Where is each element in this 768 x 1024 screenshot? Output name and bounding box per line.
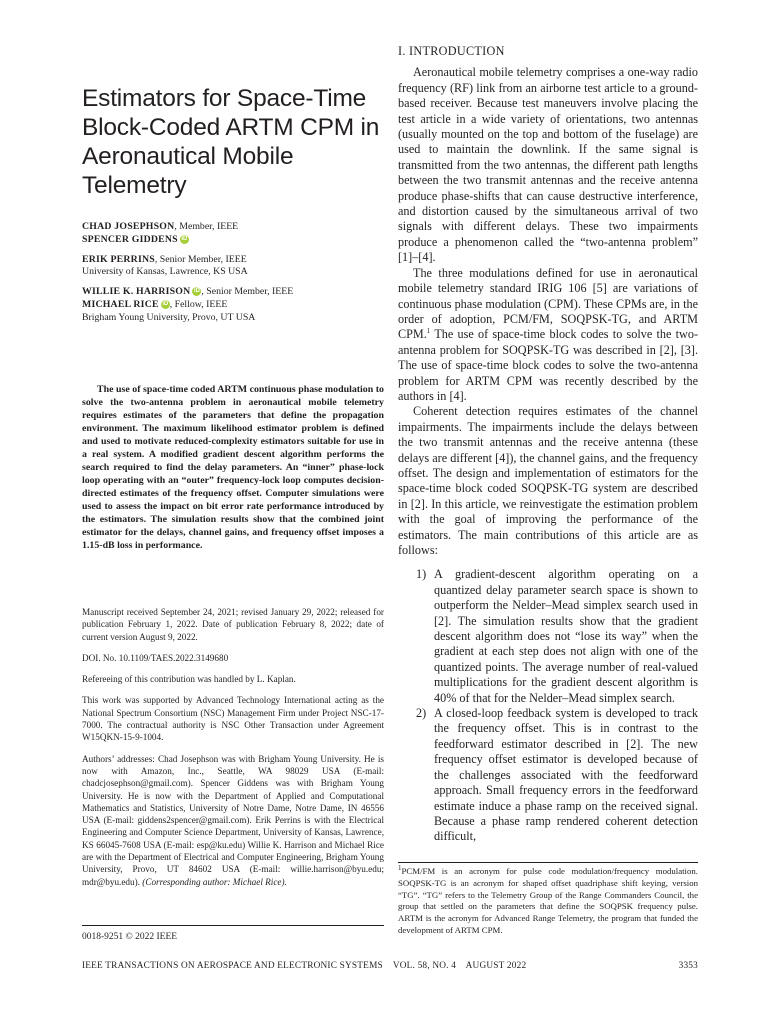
author-group-3 <box>82 286 384 324</box>
contribution-list <box>398 567 698 844</box>
manuscript-note: Manuscript received September 24, 2021; revised January 29, 2022; released for publication February 1, 2022. Date of publication February 8, 2022; date of current version August 9, 2022. <box>82 607 384 642</box>
list-item: 2) A closed-loop feedback system is developed to track the frequency offset. This is in contrast to the feedforward estimator described in [2]. The new frequency offset estimator is developed because of the challenges associated with the feedforward approach. Small frequency errors in the feedforward estimate induce a phase ramp on the received signal. Because a phase ramp rendered coherent detection difficult, <box>416 706 698 844</box>
author: WILLIE K. HARRISON iD , Senior Member, IEEE <box>82 286 294 298</box>
affiliation: Brigham Young University, Provo, UT USA <box>82 311 256 323</box>
intro-paragraph-2: The three modulations defined for use in aeronautical mobile telemetry standard IRIG 106 [5] are variations of continuous phase modulation (CPM). These CPMs are, in the order of adoption, PCM/FM, SOQPSK-TG, and ARTM CPM.$^1$ The use of space-time block codes to solve the two-antenna problem for SOQPSK-TG was described in [2], [3]. The use of space-time block codes to solve the two-antenna problem for ARTM CPM was recently described by the authors in [4]. <box>398 265 698 403</box>
addresses-note: Authors’ addresses: Chad Josephson was with Brigham Young University. He is now with Amazon, Inc., Seattle, WA 98029 USA (E-mail: chadcjosephson@gmail.com). Spencer Giddens was with Brigham Young University. He is now with the Department of Applied and Computational Mathematics and Statistics, University of Notre Dame, Notre Dame, IN 46556 USA (E-mail: giddens2spencer@gmail.com). Erik Perrins is with the Electrical Engineering and Computer Science Department, University of Kansas, Lawrence, KS 66045-7608 USA (E-mail: esp@ku.edu) Willie K. Harrison and Michael Rice are with the Department of Electrical and Computer Engineering, Brigham Young University, Provo, UT 84602 USA (E-mail: willie.harrison@byu.edu; mdr@byu.edu). (Corresponding author: Michael Rice). <box>82 753 384 887</box>
page-number: 3353 <box>678 961 698 971</box>
footnote: $^1$PCM/FM is an acronym for pulse code modulation/frequency modulation. SOQPSK-TG is an acronym for shaped offset quadriphase shift keying, version “TG”. “TG” refers to the Telemetry Group of the Range Commanders Council, the group that settled on the parameters that define the SOQPSK frequency pulse. ARTM is the acronym for Advanced Range Telemetry, the program that funded the development of ARTM CPM. <box>398 864 698 935</box>
author-group-2 <box>82 254 384 280</box>
paper-title: Estimators for Space-Time Block-Coded ARTM CPM in Aeronautical Mobile Telemetry <box>82 85 380 199</box>
intro-paragraph-1: Aeronautical mobile telemetry comprises a one-way radio frequency (RF) link from an airborne test article to a ground-based receiver. Because test maneuvers involve placing the test article in a wide variety of orientations, two antennas (usually mounted on the top and bottom of the fuselage) are used to maintain the downlink. If the same signal is transmitted from the two antennas, the different path lengths between the two transmit antennas and the receive antenna produce phase-shifts that can cause destructive interference, and distortion caused by the simultaneous arrival of two signals with different delays. These two impairments produce a phenomenon called the “two-antenna problem” [1]–[4]. <box>398 65 698 265</box>
orcid-icon[interactable]: iD <box>193 288 200 295</box>
list-item: 1) A gradient-descent algorithm operating on a quantized delay parameter search space is shown to outperform the Nelder–Mead simplex search used in [2]. The simulation results show that the gradient descent algorithm does not “lose its way” when the gradient at each step does not align with one of the quantized points. The average number of real-valued multiplications for the gradient descent algorithm is 40% of that for the Nelder–Mead simplex search. <box>416 567 698 705</box>
issn-copyright: 0018-9251 © 2022 IEEE <box>82 932 178 942</box>
footnote-marker[interactable]: 1 <box>426 327 431 336</box>
refereeing-note: Refereeing of this contribution was handled by L. Kaplan. <box>82 674 296 685</box>
publication-notes <box>82 606 384 897</box>
author: MICHAEL RICE iD , Fellow, IEEE <box>82 298 228 310</box>
author: ERIK PERRINS, Senior Member, IEEE <box>82 253 247 265</box>
author-list <box>82 221 384 332</box>
corresponding-author: (Corresponding author: Michael Rice). <box>142 876 287 887</box>
doi-note[interactable]: DOI. No. 10.1109/TAES.2022.3149680 <box>82 652 229 663</box>
title-block <box>82 84 384 200</box>
support-note: This work was supported by Advanced Technology International acting as the National Spectrum Consortium (NSC) Management Firm under Project NSC-17-7000. The contractual authority is NSC Other Transaction under Agreement W15QKN-15-9-1004. <box>82 695 384 743</box>
intro-paragraph-3: Coherent detection requires estimates of the channel impairments. The impairments include the delays between the two transmit antennas and the receive antenna (these delays are different [4]), the channel gains, and the frequency offset. The design and implementation of estimators for the space-time block coded SOQPSK-TG system are described in [2]. In this article, we reinvestigate the estimation problem with the goal of improving the performance of the estimators. The main contributions of this article are as follows: <box>398 404 698 557</box>
issn-divider <box>82 925 384 926</box>
section-heading: I. INTRODUCTION <box>398 44 505 58</box>
author-group-1 <box>82 221 384 247</box>
author: SPENCER GIDDENS iD <box>82 233 188 245</box>
orcid-icon[interactable]: iD <box>162 300 169 307</box>
author: CHAD JOSEPHSON, Member, IEEE <box>82 221 239 232</box>
footnote-divider <box>398 862 698 863</box>
abstract: The use of space-time coded ARTM continuous phase modulation to solve the two-antenna problem in aeronautical mobile telemetry requires estimates of the parameters that define the propagation environment. The maximum likelihood estimator problem is defined and used to motivate reduced-complexity estimators suitable for use in a real system. A modified gradient descent algorithm performs the search required to find the delay parameters. An “inner” phase-lock loop operating with an “outer” frequency-lock loop computes decision-directed estimates of the frequency offset. Computer simulations were used to assess the impact on bit error rate performance introduced by the estimators. The simulation results show that the combined joint estimator for the delays, channel gains, and frequency offset imposes a 1.15-dB loss in performance. <box>82 384 384 551</box>
orcid-icon[interactable]: iD <box>181 235 188 242</box>
journal-info: IEEE TRANSACTIONS ON AEROSPACE AND ELECTRONIC SYSTEMS VOL. 58, NO. 4 AUGUST 2022 <box>82 961 527 971</box>
affiliation: University of Kansas, Lawrence, KS USA <box>82 266 248 278</box>
introduction-column <box>398 44 698 845</box>
page-footer <box>82 961 698 971</box>
